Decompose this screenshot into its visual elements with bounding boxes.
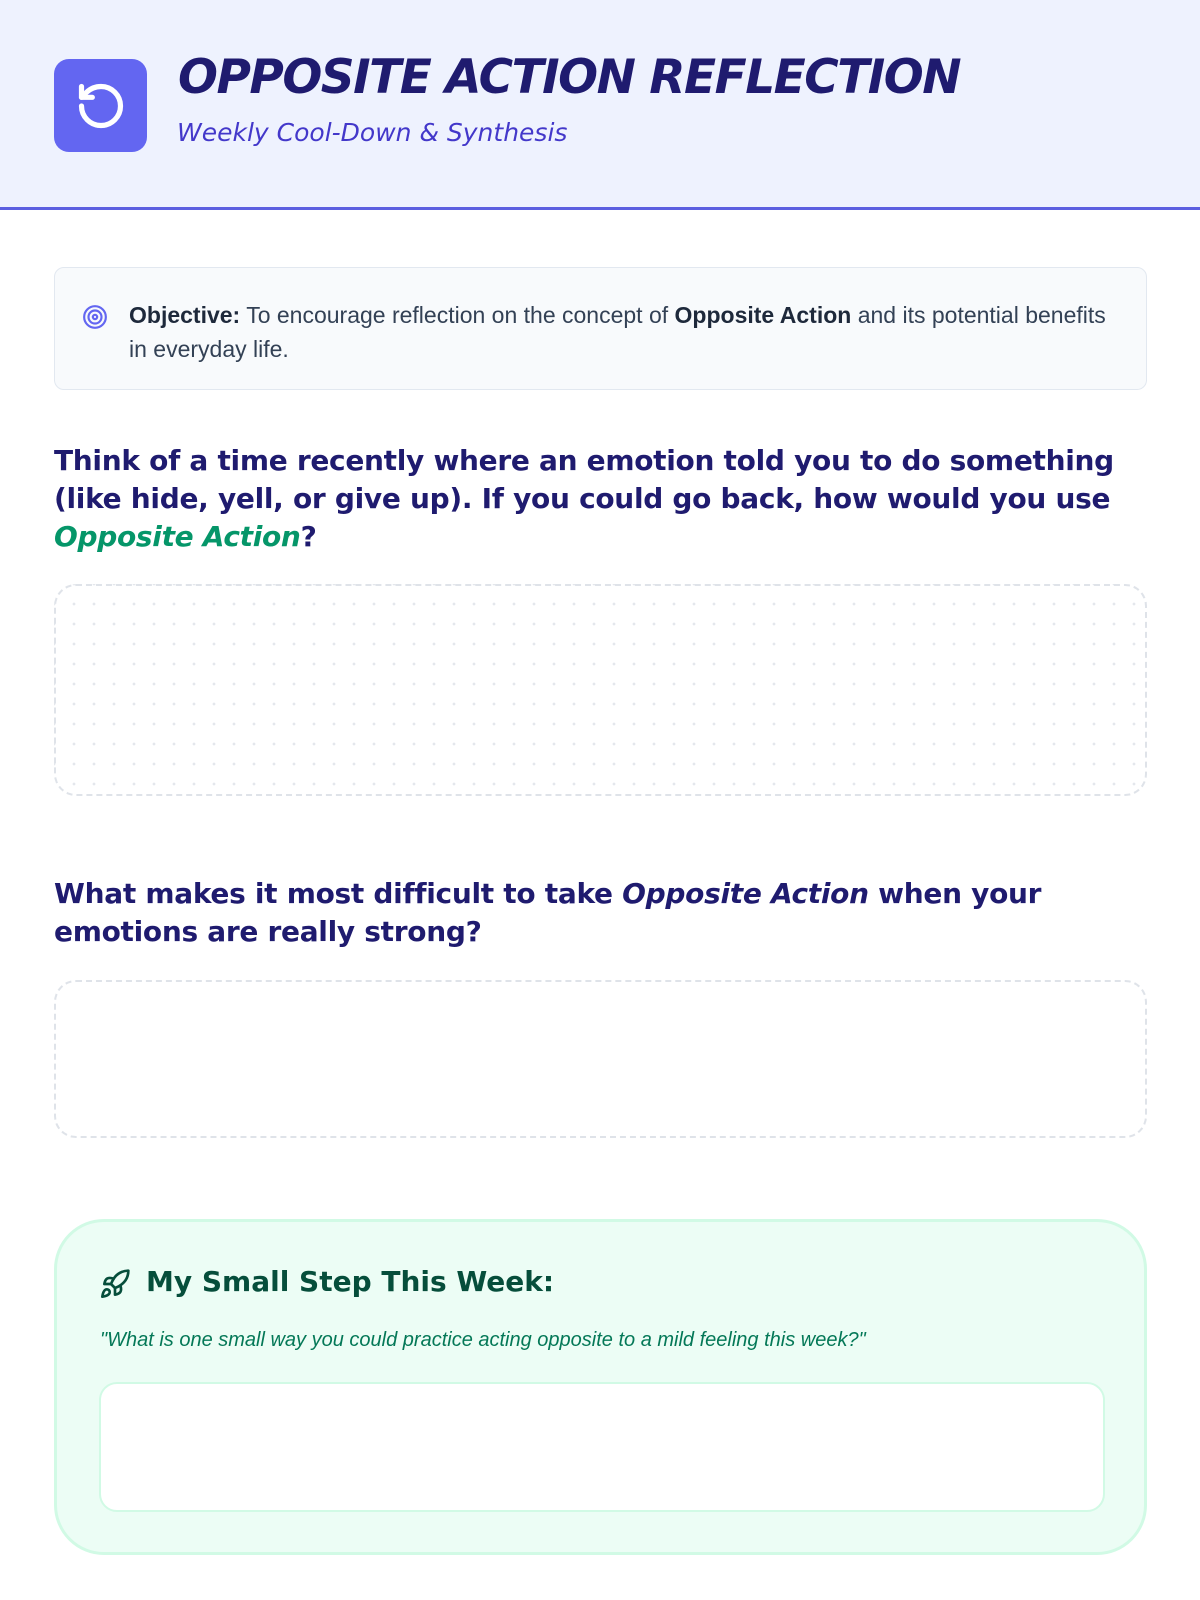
objective-callout bbox=[54, 267, 1147, 390]
objective-highlight: Opposite Action bbox=[674, 302, 852, 328]
answer-area-1[interactable] bbox=[54, 584, 1147, 796]
rocket-icon bbox=[99, 1268, 131, 1300]
page-title: OPPOSITE ACTION REFLECTION bbox=[178, 50, 961, 105]
objective-label: Objective: bbox=[129, 302, 241, 328]
small-step-prompt: "What is one small way you could practice acting opposite to a mild feeling this week?" bbox=[100, 1329, 866, 1351]
objective-text-after: and its potential benefits in everyday life. bbox=[129, 302, 1106, 362]
question-1-end: ? bbox=[300, 520, 317, 553]
question-2-emphasis: Opposite Action bbox=[622, 877, 869, 910]
logo-badge bbox=[54, 59, 147, 152]
page-subtitle: Weekly Cool-Down & Synthesis bbox=[177, 118, 568, 147]
objective-text bbox=[129, 298, 1119, 366]
question-1-text: Think of a time recently where an emotion told you to do something (like hide, yell, or give up). If you could go back, how would you use bbox=[54, 444, 1114, 515]
rotate-ccw-icon bbox=[75, 80, 127, 132]
small-step-answer-field[interactable] bbox=[99, 1382, 1105, 1512]
answer-area-2[interactable] bbox=[54, 980, 1147, 1138]
question-2-end: when your emotions are really strong? bbox=[54, 877, 1042, 948]
question-2 bbox=[54, 875, 1154, 951]
target-icon bbox=[82, 304, 108, 330]
question-2-text: What makes it most difficult to take bbox=[54, 877, 623, 910]
question-1-emphasis: Opposite Action bbox=[54, 520, 301, 553]
objective-text-before: To encourage reflection on the concept of bbox=[240, 302, 675, 328]
small-step-title: My Small Step This Week: bbox=[146, 1265, 555, 1298]
question-1 bbox=[54, 442, 1154, 556]
page-header bbox=[0, 0, 1200, 210]
small-step-card bbox=[54, 1219, 1147, 1555]
